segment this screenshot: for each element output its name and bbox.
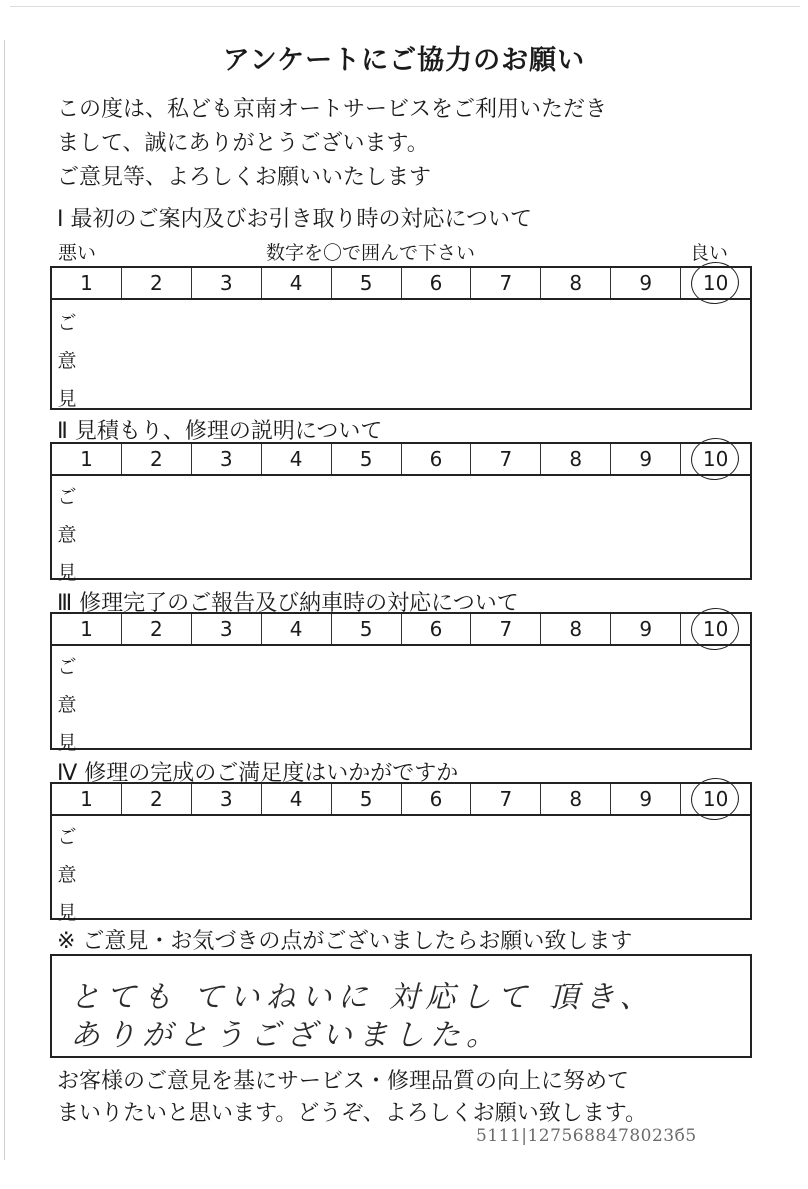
rating-number: 3 xyxy=(219,271,233,295)
opinion-label-char: 見 xyxy=(57,562,77,584)
rating-number: 8 xyxy=(569,447,583,471)
opinion-label-char: 意 xyxy=(57,694,77,716)
rating-number: 7 xyxy=(499,787,513,811)
rating-number: 9 xyxy=(639,617,653,641)
opinion-label-char: 見 xyxy=(57,388,77,410)
scan-edge-top xyxy=(10,6,800,7)
rating-option-7[interactable] xyxy=(471,268,541,298)
opinion-label-char: ご xyxy=(57,656,77,678)
opinion-label-char: 意 xyxy=(57,524,77,546)
rating-number: 5 xyxy=(359,617,373,641)
handwritten-comment-line-2: ありがとうございました。 xyxy=(70,1018,502,1053)
rating-option-6[interactable] xyxy=(402,614,472,644)
rating-number: 5 xyxy=(359,447,373,471)
rating-option-3[interactable] xyxy=(192,268,262,298)
rating-number: 7 xyxy=(499,447,513,471)
rating-option-10[interactable] xyxy=(681,444,750,474)
rating-option-1[interactable] xyxy=(52,268,122,298)
selected-circle-mark xyxy=(689,436,741,483)
selected-circle-mark xyxy=(689,776,741,823)
rating-option-5[interactable] xyxy=(332,444,402,474)
rating-number: 3 xyxy=(219,447,233,471)
rating-option-8[interactable] xyxy=(541,444,611,474)
section-heading-3: Ⅲ 修理完了のご報告及び納車時の対応について xyxy=(57,591,519,616)
rating-number: 9 xyxy=(639,447,653,471)
rating-option-2[interactable] xyxy=(122,614,192,644)
rating-number: 7 xyxy=(499,617,513,641)
rating-number: 2 xyxy=(149,271,163,295)
rating-option-9[interactable] xyxy=(611,784,681,814)
comment-box xyxy=(50,954,752,1058)
rating-option-8[interactable] xyxy=(541,614,611,644)
opinion-label-char: 意 xyxy=(57,864,77,886)
rating-number: 1 xyxy=(80,447,93,471)
rating-option-9[interactable] xyxy=(611,444,681,474)
opinion-label-char: 意 xyxy=(57,350,77,372)
rating-number: 4 xyxy=(289,271,303,295)
rating-number: 2 xyxy=(149,447,163,471)
rating-scale xyxy=(52,444,750,476)
rating-option-9[interactable] xyxy=(611,614,681,644)
intro-line-1: この度は、私ども京南オートサービスをご利用いただき xyxy=(57,97,608,122)
rating-number: 6 xyxy=(429,271,443,295)
opinion-label-char: 見 xyxy=(57,732,77,754)
rating-number: 3 xyxy=(219,787,233,811)
rating-option-6[interactable] xyxy=(402,444,472,474)
scale-label-bad: 悪い xyxy=(58,242,97,264)
rating-option-2[interactable] xyxy=(122,268,192,298)
rating-option-7[interactable] xyxy=(471,614,541,644)
rating-number: 10 xyxy=(702,787,729,811)
rating-number: 10 xyxy=(702,617,729,641)
section-heading-2: Ⅱ 見積もり、修理の説明について xyxy=(57,419,383,444)
rating-option-8[interactable] xyxy=(541,268,611,298)
rating-scale xyxy=(52,268,750,300)
rating-option-10[interactable] xyxy=(681,784,750,814)
rating-number: 4 xyxy=(289,617,303,641)
rating-option-6[interactable] xyxy=(402,784,472,814)
rating-option-7[interactable] xyxy=(471,784,541,814)
rating-option-9[interactable] xyxy=(611,268,681,298)
rating-option-4[interactable] xyxy=(262,268,332,298)
rating-option-1[interactable] xyxy=(52,614,122,644)
rating-scale xyxy=(52,614,750,646)
scan-edge xyxy=(4,40,5,1160)
rating-box-3 xyxy=(50,612,752,754)
section-heading-4: Ⅳ 修理の完成のご満足度はいかがですか xyxy=(57,761,459,786)
rating-number: 4 xyxy=(289,787,303,811)
form-title: アンケートにご協力のお願い xyxy=(222,45,586,76)
opinion-label-char: 見 xyxy=(57,902,77,924)
intro-line-2: まして、誠にありがとうございます。 xyxy=(57,131,429,156)
rating-number: 10 xyxy=(702,271,729,295)
scale-label-good: 良い xyxy=(690,242,729,264)
rating-option-5[interactable] xyxy=(332,614,402,644)
rating-option-4[interactable] xyxy=(262,784,332,814)
rating-option-5[interactable] xyxy=(332,784,402,814)
selected-circle-mark xyxy=(689,606,741,653)
rating-scale xyxy=(52,784,750,816)
opinion-label-char: ご xyxy=(57,312,77,334)
rating-option-1[interactable] xyxy=(52,444,122,474)
serial-number: 5111|1275688478023б5 xyxy=(476,1126,697,1146)
rating-number: 5 xyxy=(359,787,373,811)
rating-number: 9 xyxy=(639,271,653,295)
rating-box-1 xyxy=(50,266,752,410)
rating-option-10[interactable] xyxy=(681,614,750,644)
rating-number: 1 xyxy=(80,271,93,295)
scale-instruction: 数字を〇で囲んで下さい xyxy=(266,242,476,264)
rating-number: 2 xyxy=(149,787,163,811)
rating-option-2[interactable] xyxy=(122,444,192,474)
rating-number: 6 xyxy=(429,787,443,811)
selected-circle-mark xyxy=(689,260,741,307)
rating-number: 8 xyxy=(569,617,583,641)
opinion-label-char: ご xyxy=(57,826,77,848)
rating-option-8[interactable] xyxy=(541,784,611,814)
rating-box-4 xyxy=(50,782,752,924)
rating-option-3[interactable] xyxy=(192,444,262,474)
rating-number: 6 xyxy=(429,617,443,641)
rating-number: 5 xyxy=(359,271,373,295)
rating-number: 10 xyxy=(702,447,729,471)
rating-number: 4 xyxy=(289,447,303,471)
opinion-label-char: ご xyxy=(57,486,77,508)
rating-option-2[interactable] xyxy=(122,784,192,814)
rating-number: 7 xyxy=(499,271,513,295)
rating-box-2 xyxy=(50,442,752,584)
rating-option-4[interactable] xyxy=(262,614,332,644)
rating-option-1[interactable] xyxy=(52,784,122,814)
footer-line-1: お客様のご意見を基にサービス・修理品質の向上に努めて xyxy=(57,1069,630,1094)
rating-option-4[interactable] xyxy=(262,444,332,474)
rating-option-3[interactable] xyxy=(192,784,262,814)
rating-number: 3 xyxy=(219,617,233,641)
rating-option-3[interactable] xyxy=(192,614,262,644)
rating-option-5[interactable] xyxy=(332,268,402,298)
rating-number: 1 xyxy=(80,787,93,811)
intro-line-3: ご意見等、よろしくお願いいたします xyxy=(57,165,432,190)
handwritten-comment-line-1: とても ていねいに 対応して 頂き、 xyxy=(70,980,656,1015)
rating-number: 1 xyxy=(80,617,93,641)
rating-option-6[interactable] xyxy=(402,268,472,298)
rating-option-7[interactable] xyxy=(471,444,541,474)
section-heading-1: Ⅰ 最初のご案内及びお引き取り時の対応について xyxy=(57,207,533,232)
rating-number: 9 xyxy=(639,787,653,811)
rating-number: 8 xyxy=(569,271,583,295)
rating-option-10[interactable] xyxy=(681,268,750,298)
footer-line-2: まいりたいと思います。どうぞ、よろしくお願い致します。 xyxy=(57,1101,648,1126)
rating-number: 6 xyxy=(429,447,443,471)
rating-number: 8 xyxy=(569,787,583,811)
notes-heading: ※ ご意見・お気づきの点がございましたらお願い致します xyxy=(57,929,633,954)
rating-number: 2 xyxy=(149,617,163,641)
